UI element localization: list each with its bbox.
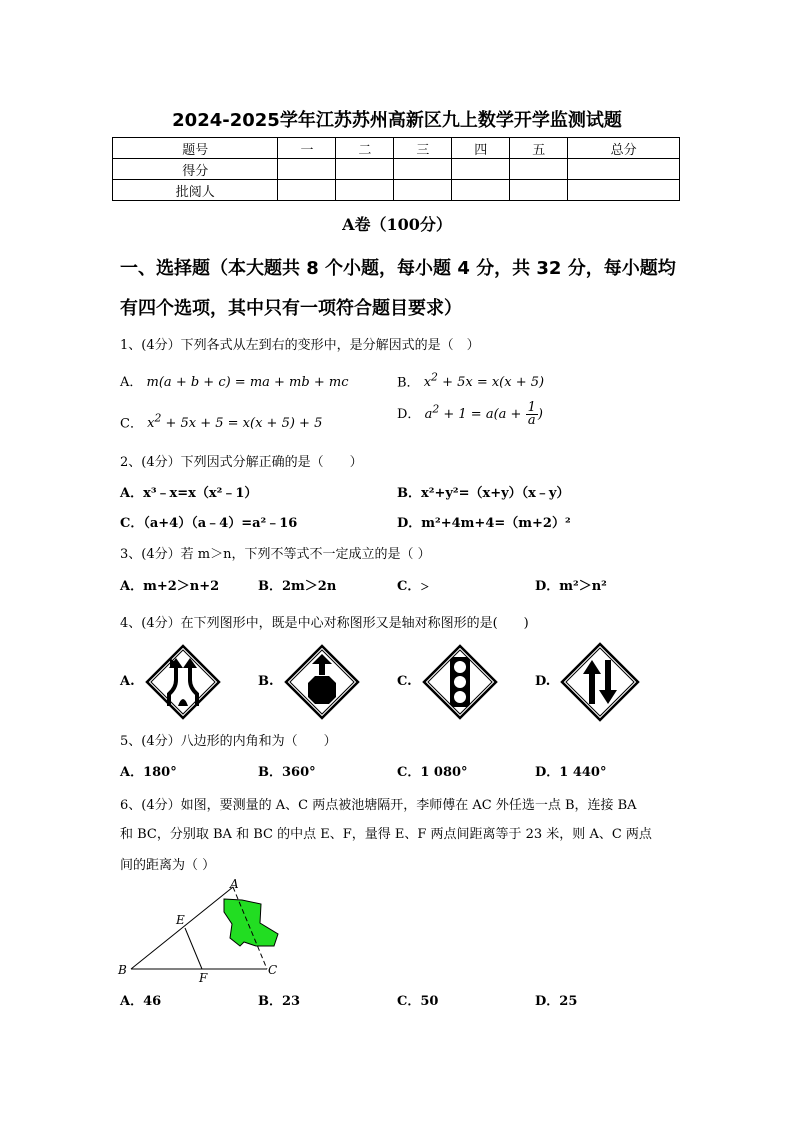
pond-triangle-figure bbox=[114, 876, 286, 982]
score-cell bbox=[278, 180, 336, 201]
q1-option-d[interactable] bbox=[397, 402, 543, 427]
option-expression: 2m＞2n bbox=[282, 579, 337, 594]
score-cell bbox=[568, 180, 680, 201]
question-3-stem: 3、(4分）若 m＞n，下列不等式不一定成立的是（ ） bbox=[120, 547, 431, 562]
question-5-stem: 5、(4分）八边形的内角和为（ ） bbox=[120, 734, 337, 749]
option-expression bbox=[147, 412, 323, 432]
q3-option-b[interactable] bbox=[258, 575, 336, 594]
option-label: D． bbox=[397, 516, 422, 531]
expr-rest: + 5x = x(x + 5) bbox=[437, 375, 545, 391]
question-6-stem-line3: 间的距离为（ ） bbox=[120, 858, 216, 873]
option-expression: （a+4）（a﹣4）=a²﹣16 bbox=[143, 516, 298, 531]
score-header-cell: 一 bbox=[278, 138, 336, 159]
vertex-label-c: C bbox=[268, 963, 278, 977]
option-label: C． bbox=[397, 579, 421, 594]
score-cell bbox=[394, 180, 452, 201]
q1-option-a[interactable] bbox=[120, 371, 348, 390]
score-cell bbox=[510, 159, 568, 180]
part1-heading-line2: 有四个选项，其中只有一项符合题目要求） bbox=[120, 298, 462, 319]
score-table-row bbox=[113, 180, 680, 201]
expr-exponent: 2 bbox=[154, 412, 162, 425]
q5-option-d[interactable]: D．1 440° bbox=[535, 765, 607, 780]
q1-option-b[interactable] bbox=[397, 371, 544, 390]
option-expression: x³﹣x=x（x²﹣1） bbox=[143, 486, 258, 501]
score-cell bbox=[336, 159, 394, 180]
option-label: B． bbox=[397, 375, 420, 391]
q6-option-d[interactable]: D．25 bbox=[535, 994, 578, 1009]
q4-option-b-label[interactable]: B. bbox=[258, 674, 274, 689]
option-label: B． bbox=[397, 486, 421, 501]
q2-option-d[interactable] bbox=[397, 512, 571, 531]
merge-lanes-sign-icon bbox=[145, 644, 221, 720]
option-label: A． bbox=[120, 486, 144, 501]
question-1-stem: 1、(4分）下列各式从左到右的变形中，是分解因式的是（ ） bbox=[120, 338, 480, 353]
section-a-title: A卷（100分） bbox=[342, 215, 452, 234]
question-4-stem: 4、(4分）在下列图形中，既是中心对称图形又是轴对称图形的是( ) bbox=[120, 616, 529, 631]
q3-option-a[interactable] bbox=[120, 575, 219, 594]
fraction-numerator: 1 bbox=[527, 400, 536, 415]
q3-option-c[interactable] bbox=[397, 575, 429, 594]
option-expression bbox=[423, 371, 545, 391]
question-2-stem: 2、(4分）下列因式分解正确的是（ ） bbox=[120, 455, 363, 470]
score-row-label: 得分 bbox=[113, 159, 278, 180]
q2-option-b[interactable] bbox=[397, 482, 569, 501]
option-expression: m²＞n² bbox=[559, 579, 607, 594]
point-label-e: E bbox=[176, 913, 185, 927]
score-header-cell: 五 bbox=[510, 138, 568, 159]
option-label: A． bbox=[120, 579, 144, 594]
two-way-traffic-sign-icon bbox=[560, 642, 640, 722]
option-label: B． bbox=[258, 579, 282, 594]
option-label: C． bbox=[120, 416, 143, 432]
traffic-signal-sign-icon bbox=[422, 644, 498, 720]
option-label: D． bbox=[397, 407, 421, 422]
option-label: A． bbox=[120, 375, 143, 390]
score-header-cell: 总分 bbox=[568, 138, 680, 159]
fraction bbox=[526, 402, 538, 427]
q4-option-c-label[interactable]: C. bbox=[397, 674, 412, 689]
score-table-header-row bbox=[113, 138, 680, 159]
expr-exponent: 2 bbox=[432, 402, 440, 416]
question-6-stem-line2: 和 BC，分别取 BA 和 BC 的中点 E、F，量得 E、F 两点间距离等于 23 米，则 A、C 两点 bbox=[120, 827, 652, 842]
option-label: C． bbox=[120, 516, 144, 531]
q6-option-b[interactable]: B．23 bbox=[258, 994, 301, 1009]
option-label: D． bbox=[535, 579, 560, 594]
score-header-cell: 四 bbox=[452, 138, 510, 159]
page-title: 2024-2025学年江苏苏州高新区九上数学开学监测试题 bbox=[172, 110, 622, 131]
score-cell bbox=[394, 159, 452, 180]
score-header-cell: 二 bbox=[336, 138, 394, 159]
q5-option-b[interactable]: B．360° bbox=[258, 765, 316, 780]
expr-exponent: 2 bbox=[431, 371, 438, 384]
score-cell bbox=[278, 159, 336, 180]
fraction-denominator: a bbox=[527, 413, 536, 428]
option-expression: ＞ bbox=[420, 583, 430, 593]
q6-option-a[interactable]: A．46 bbox=[120, 994, 162, 1009]
score-cell bbox=[568, 159, 680, 180]
expr-rest: + 5x + 5 = x(x + 5) + 5 bbox=[161, 416, 323, 432]
option-expression bbox=[424, 400, 543, 428]
q6-option-c[interactable]: C．50 bbox=[397, 994, 439, 1009]
part1-heading-line1: 一、选择题（本大题共 8 个小题，每小题 4 分，共 32 分，每小题均 bbox=[120, 258, 676, 279]
question-6-stem-line1: 6、(4分）如图，要测量的 A、C 两点被池塘隔开，李师傅在 AC 外任选一点 B，连接 BA bbox=[120, 798, 637, 813]
vertex-label-a: A bbox=[230, 877, 239, 891]
q2-option-c[interactable] bbox=[120, 512, 297, 531]
q5-option-c[interactable]: C．1 080° bbox=[397, 765, 468, 780]
option-expression: m(a + b + c) = ma + mb + mc bbox=[146, 375, 349, 390]
score-cell bbox=[452, 159, 510, 180]
score-table-row bbox=[113, 159, 680, 180]
option-expression: x²+y²=（x+y）（x﹣y） bbox=[421, 486, 570, 501]
q1-option-c[interactable] bbox=[120, 412, 322, 431]
q3-option-d[interactable] bbox=[535, 575, 607, 594]
score-header-cell: 三 bbox=[394, 138, 452, 159]
score-cell bbox=[510, 180, 568, 201]
expr-rest: + 1 = a(a + bbox=[439, 407, 526, 422]
option-expression: m+2＞n+2 bbox=[143, 579, 220, 594]
q4-option-d-label[interactable]: D. bbox=[535, 674, 551, 689]
expr-base: x bbox=[423, 375, 432, 391]
q4-option-a-label[interactable]: A. bbox=[120, 674, 135, 689]
expr-close: ) bbox=[537, 407, 543, 422]
score-table bbox=[112, 137, 680, 201]
expr-base: x bbox=[147, 416, 155, 432]
pond-shape bbox=[224, 899, 278, 946]
score-row-label: 批阅人 bbox=[113, 180, 278, 201]
vertex-label-b: B bbox=[118, 963, 127, 977]
score-cell bbox=[452, 180, 510, 201]
expr-base: a bbox=[424, 407, 433, 422]
q2-option-a[interactable] bbox=[120, 482, 257, 501]
score-header-cell: 题号 bbox=[113, 138, 278, 159]
q5-option-a[interactable]: A．180° bbox=[120, 765, 177, 780]
point-label-f: F bbox=[199, 971, 208, 982]
score-cell bbox=[336, 180, 394, 201]
option-expression: m²+4m+4=（m+2）² bbox=[421, 516, 571, 531]
stop-ahead-sign-icon bbox=[284, 644, 360, 720]
